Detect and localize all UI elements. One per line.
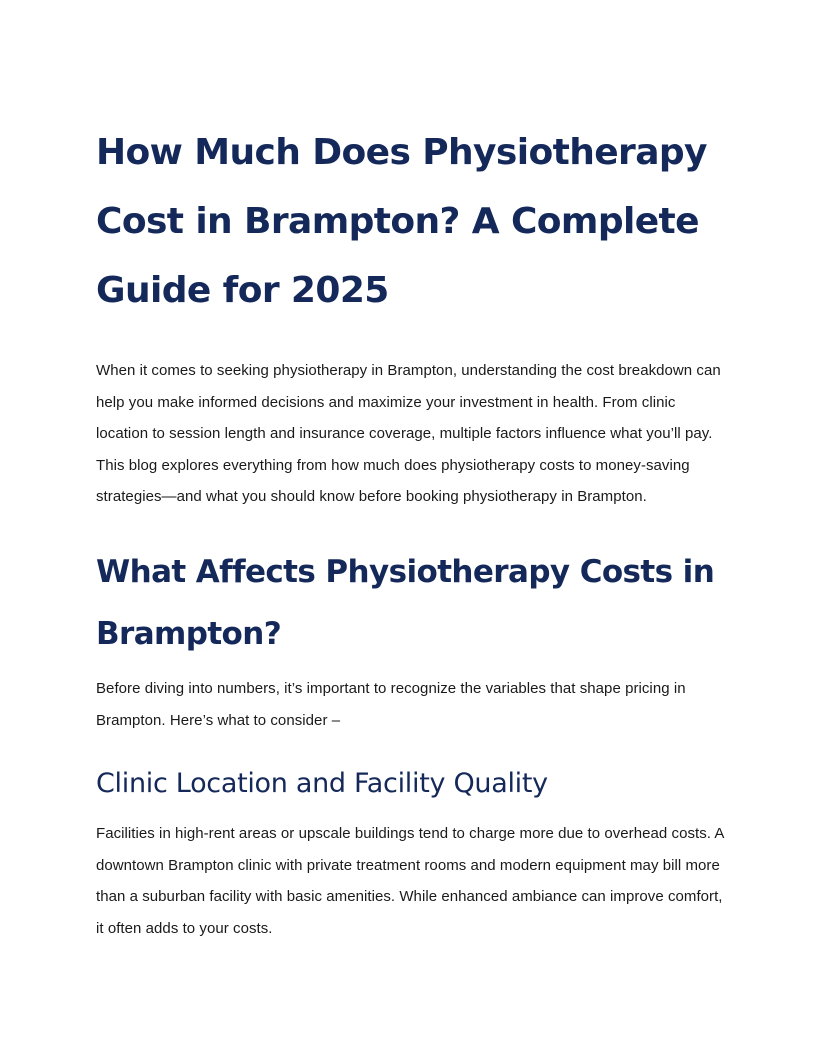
intro-paragraph: When it comes to seeking physiotherapy in Brampton, understanding the cost breakdown can help you make informed decisions and maximize your investment in health. From clinic location to session length and insurance coverage, multiple factors influence what you’ll pay. This blog explores everything from how much does physiotherapy costs to money-saving strategies—and what you should know before booking physiotherapy in Brampton. bbox=[96, 362, 721, 506]
page-title: How Much Does Physiotherapy Cost in Brampton? A Complete Guide for 2025 bbox=[96, 132, 707, 311]
section-heading: What Affects Physiotherapy Costs in Brampton? bbox=[96, 553, 715, 652]
subsection-paragraph: Facilities in high-rent areas or upscale buildings tend to charge more due to overhead costs. A downtown Brampton clinic with private treatment rooms and modern equipment may bill more than a suburban facility with basic amenities. While enhanced ambiance can improve comfort, it often adds to your costs. bbox=[96, 825, 724, 937]
section-intro-paragraph: Before diving into numbers, it’s important to recognize the variables that shape pricing in Brampton. Here’s what to consider – bbox=[96, 679, 686, 729]
document-page bbox=[96, 118, 726, 945]
subsection-heading: Clinic Location and Facility Quality bbox=[96, 768, 548, 800]
